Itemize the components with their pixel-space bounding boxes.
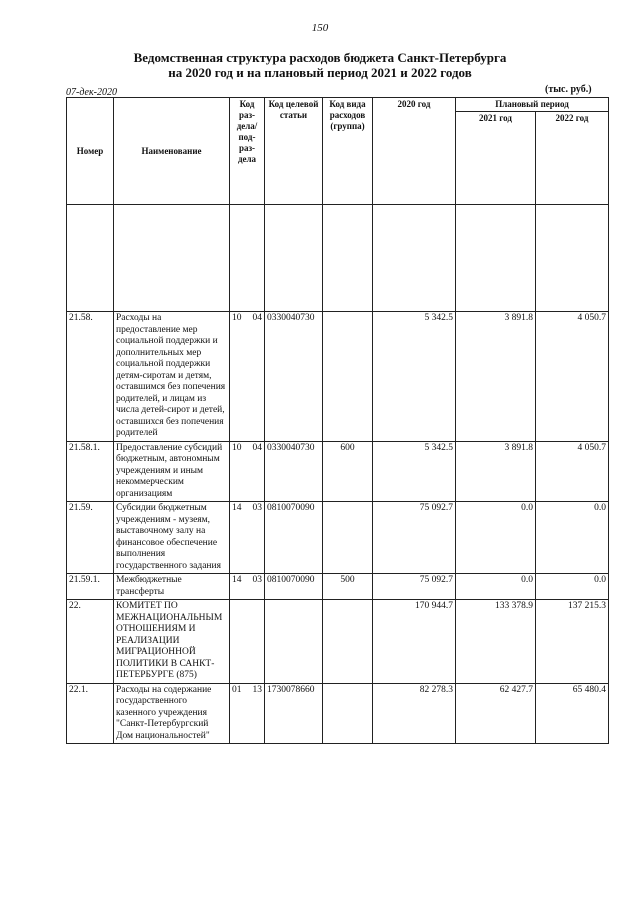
row-expense-type [323, 683, 373, 744]
section-code: 10 [232, 313, 242, 323]
row-section-code [230, 441, 265, 502]
row-value-2021: 3 891.8 [456, 441, 536, 502]
row-section-code [230, 502, 265, 574]
row-target-code: 0810070090 [265, 574, 323, 600]
header-spacer-row [67, 205, 609, 312]
row-value-2022: 4 050.7 [536, 441, 609, 502]
row-value-2020: 170 944.7 [373, 600, 456, 684]
row-section-code [230, 600, 265, 684]
table-row [67, 502, 609, 574]
table-header [67, 98, 609, 205]
section-code: 10 [232, 442, 242, 453]
units-label: (тыс. руб.) [545, 84, 592, 95]
row-name: Расходы на содержание государственного казенного учреждения "Санкт-Петербургский Дом национальностей" [114, 683, 230, 744]
document-date: 07-дек-2020 [66, 87, 117, 98]
table-row [67, 600, 609, 684]
row-expense-type [323, 312, 373, 442]
row-number: 21.58. [67, 312, 114, 442]
row-name: Предоставление субсидий бюджетным, автономным учреждениям и иным некоммерческим организациям [114, 441, 230, 502]
row-section-code [230, 683, 265, 744]
table-body [67, 205, 609, 744]
row-value-2020: 82 278.3 [373, 683, 456, 744]
header-section-code: Код раз- дела/ под- раз- дела [230, 98, 265, 205]
row-name: Расходы на предоставление мер социальной поддержки и дополнительных мер социальной поддержки детям-сиротам и детям, оставшимся без попечения родителей, и лицам из числа детей-сирот и детей, оставшихся без попечения родителей [114, 312, 230, 442]
header-2022: 2022 год [536, 112, 609, 205]
section-code: 14 [232, 575, 242, 585]
row-target-code: 1730078660 [265, 683, 323, 744]
row-expense-type [323, 600, 373, 684]
row-number: 21.58.1. [67, 441, 114, 502]
row-name: Межбюджетные трансферты [114, 574, 230, 600]
header-target-code: Код целевой статьи [265, 98, 323, 205]
header-planned-period: Плановый период [456, 98, 609, 112]
row-value-2020: 5 342.5 [373, 312, 456, 442]
budget-table [66, 97, 609, 744]
row-value-2022: 0.0 [536, 502, 609, 574]
header-number: Номер [67, 98, 114, 205]
subsection-code: 04 [252, 313, 262, 323]
section-code-pair [232, 443, 262, 455]
header-name: Наименование [114, 98, 230, 205]
section-code-pair [232, 685, 262, 697]
row-value-2022: 65 480.4 [536, 683, 609, 744]
row-value-2021: 0.0 [456, 574, 536, 600]
row-target-code [265, 600, 323, 684]
table-row [67, 441, 609, 502]
row-value-2021: 133 378.9 [456, 600, 536, 684]
row-value-2022: 137 215.3 [536, 600, 609, 684]
row-value-2021: 3 891.8 [456, 312, 536, 442]
row-target-code: 0330040730 [265, 441, 323, 502]
row-value-2020: 75 092.7 [373, 574, 456, 600]
section-code: 14 [232, 503, 242, 513]
row-expense-type: 600 [323, 441, 373, 502]
table-row [67, 574, 609, 600]
subsection-code: 04 [252, 442, 262, 453]
subsection-code: 13 [252, 684, 262, 695]
row-number: 21.59.1. [67, 574, 114, 600]
row-target-code: 0810070090 [265, 502, 323, 574]
page-number: 150 [311, 22, 329, 34]
subsection-code: 03 [252, 575, 262, 585]
row-value-2020: 5 342.5 [373, 441, 456, 502]
document-title [0, 50, 640, 80]
row-value-2022: 4 050.7 [536, 312, 609, 442]
row-target-code: 0330040730 [265, 312, 323, 442]
table-row [67, 683, 609, 744]
row-expense-type: 500 [323, 574, 373, 600]
section-code-pair [232, 575, 262, 587]
subsection-code: 03 [252, 503, 262, 513]
row-name: КОМИТЕТ ПО МЕЖНАЦИОНАЛЬНЫМ ОТНОШЕНИЯМ И РЕАЛИЗАЦИИ МИГРАЦИОННОЙ ПОЛИТИКИ В САНКТ-ПЕТЕРБУРГЕ (875) [114, 600, 230, 684]
title-line-1: Ведомственная структура расходов бюджета Санкт-Петербурга [133, 50, 507, 65]
table-row [67, 312, 609, 442]
row-expense-type [323, 502, 373, 574]
row-section-code [230, 312, 265, 442]
header-expense-type-code: Код вида расходов (группа) [323, 98, 373, 205]
row-name: Субсидии бюджетным учреждениям - музеям, выставочному залу на финансовое обеспечение выполнения государственного задания [114, 502, 230, 574]
row-value-2021: 0.0 [456, 502, 536, 574]
title-line-2: на 2020 год и на плановый период 2021 и 2022 годов [168, 65, 472, 80]
row-number: 22. [67, 600, 114, 684]
row-section-code [230, 574, 265, 600]
row-number: 21.59. [67, 502, 114, 574]
row-value-2020: 75 092.7 [373, 502, 456, 574]
section-code: 01 [232, 684, 242, 695]
row-value-2021: 62 427.7 [456, 683, 536, 744]
row-value-2022: 0.0 [536, 574, 609, 600]
section-code-pair [232, 313, 262, 325]
header-2020: 2020 год [373, 98, 456, 205]
section-code-pair [232, 503, 262, 515]
header-2021: 2021 год [456, 112, 536, 205]
row-number: 22.1. [67, 683, 114, 744]
